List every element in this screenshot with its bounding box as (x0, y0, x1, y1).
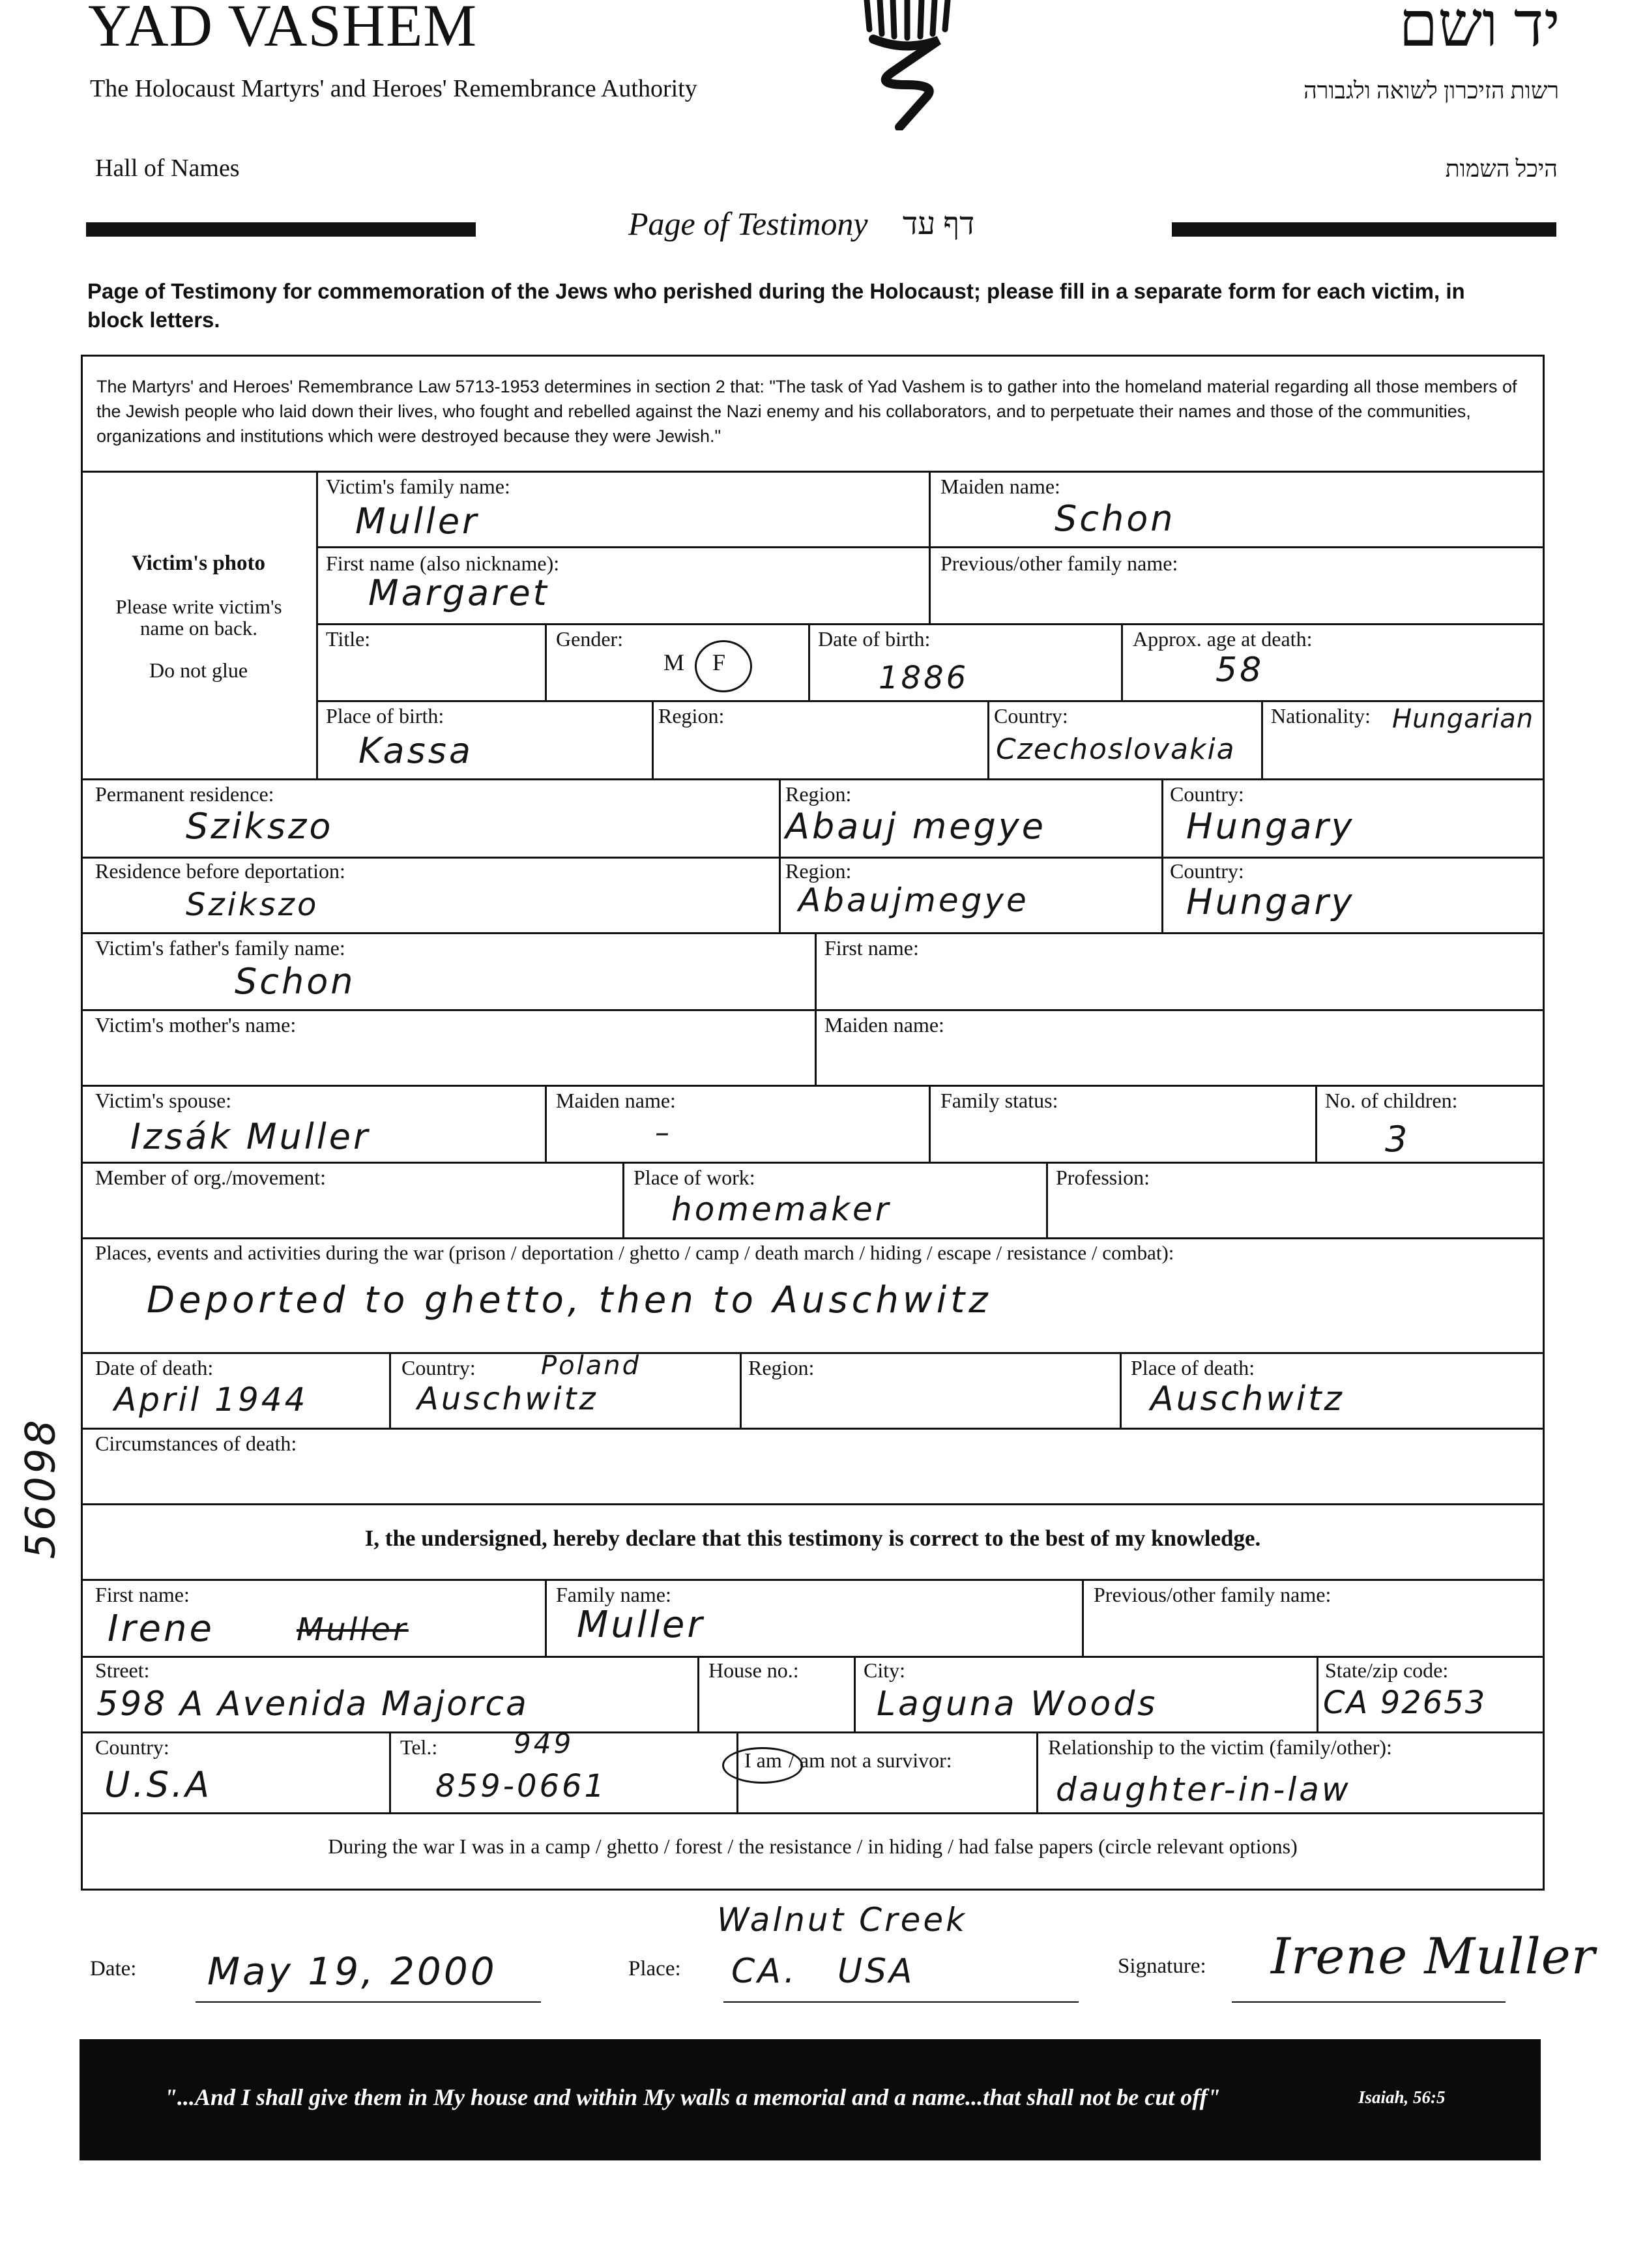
form-title: Page of Testimony (628, 205, 868, 242)
org-name: YAD VASHEM (88, 0, 478, 59)
submitter-family-name-label: Family name: (556, 1583, 671, 1606)
footer-band (80, 2039, 1541, 2160)
street-label: Street: (95, 1658, 150, 1682)
title-rule-left (86, 222, 476, 237)
signature-line (1232, 2001, 1506, 2003)
residence-before-region-label: Region: (785, 859, 852, 883)
place-of-death-value: Auschwitz (1150, 1379, 1345, 1419)
family-status-label: Family status: (940, 1089, 1058, 1112)
nationality-value: Hungarian (1392, 704, 1534, 734)
place-label: Place: (628, 1957, 681, 1981)
date-of-death-value: April 1944 (114, 1381, 308, 1419)
date-label: Date: (90, 1957, 137, 1981)
submitter-family-name-value: Muller (577, 1604, 705, 1646)
permanent-country-value: Hungary (1186, 806, 1355, 847)
submitter-country-label: Country: (95, 1735, 169, 1759)
footer-quote: "...And I shall give them in My house and within My walls a memorial and a name...that shall not be cut off" (164, 2084, 1221, 2110)
tel-area-value: 949 (514, 1728, 574, 1760)
maiden-name-label: Maiden name: (940, 475, 1060, 498)
place-of-birth-label: Place of birth: (326, 704, 444, 728)
hebrew-name: יד ושם (1399, 0, 1560, 59)
residence-before-country-value: Hungary (1186, 881, 1355, 922)
father-family-name-label: Victim's father's family name: (95, 936, 345, 960)
permanent-region-label: Region: (785, 782, 852, 806)
circumstances-label: Circumstances of death: (95, 1432, 297, 1455)
profession-label: Profession: (1056, 1166, 1150, 1189)
children-value: 3 (1385, 1119, 1410, 1160)
survivor-am-label: I am (744, 1748, 782, 1772)
hall-of-names-label: Hall of Names (95, 155, 240, 182)
intro-text: Page of Testimony for commemoration of the Jews who perished during the Holocaust; please fill in a separate form for each victim, in block letters. (87, 279, 1465, 332)
death-country-value: Auschwitz (417, 1381, 598, 1417)
spouse-maiden-label: Maiden name: (556, 1089, 676, 1112)
family-name-value: Muller (355, 501, 480, 542)
birth-country-value: Czechoslovakia (996, 733, 1236, 766)
margin-number: 56098 (16, 1417, 65, 1559)
submitter-first-name-value: Irene (108, 1608, 214, 1650)
tel-value: 859-0661 (435, 1768, 607, 1804)
date-of-birth-value: 1886 (879, 660, 969, 696)
relationship-value: daughter-in-law (1056, 1771, 1351, 1808)
place-line (723, 2001, 1079, 2003)
birth-country-label: Country: (994, 704, 1068, 728)
date-of-birth-label: Date of birth: (818, 627, 931, 651)
gender-label: Gender: (556, 627, 624, 651)
tel-label: Tel.: (400, 1735, 438, 1759)
title-label: Title: (326, 627, 371, 651)
survivor-rest-label: / am not a survivor: (789, 1748, 952, 1772)
declaration-text: I, the undersigned, hereby declare that this testimony is correct to the best of my knowledge. (364, 1525, 1261, 1551)
form-title-hebrew: דף עד (903, 207, 975, 241)
signature-label: Signature: (1118, 1954, 1206, 1978)
death-region-label: Region: (748, 1356, 815, 1379)
date-line (196, 2001, 541, 2003)
spouse-value: Izsák Muller (130, 1116, 371, 1157)
permanent-region-value: Abauj megye (785, 806, 1046, 847)
date-value: May 19, 2000 (207, 1949, 497, 1994)
birth-region-label: Region: (658, 704, 725, 728)
hebrew-subtitle: רשות הזיכרון לשואה ולגבורה (1303, 78, 1559, 104)
place-line2-value: CA. USA (731, 1952, 915, 1991)
age-at-death-label: Approx. age at death: (1133, 627, 1313, 651)
age-at-death-value: 58 (1216, 651, 1264, 690)
children-label: No. of children: (1325, 1089, 1458, 1112)
submitter-country-value: U.S.A (104, 1764, 212, 1805)
footer-citation: Isaiah, 56:5 (1358, 2087, 1446, 2107)
photo-box-title: Victim's photo (131, 552, 266, 575)
war-options-text: During the war I was in a camp / ghetto / forest / the resistance / in hiding / had false papers (circle relevant options) (328, 1834, 1298, 1858)
residence-before-country-label: Country: (1170, 859, 1244, 883)
spouse-maiden-value: – (655, 1116, 672, 1149)
first-name-value: Margaret (368, 572, 549, 613)
date-of-death-label: Date of death: (95, 1356, 214, 1379)
residence-before-label: Residence before deportation: (95, 859, 345, 883)
place-of-birth-value: Kassa (358, 730, 473, 771)
previous-family-name-label: Previous/other family name: (940, 552, 1178, 575)
father-family-name-value: Schon (235, 961, 356, 1002)
street-value: 598 A Avenida Majorca (96, 1685, 529, 1724)
member-org-label: Member of org./movement: (95, 1166, 326, 1189)
maiden-name-value: Schon (1055, 498, 1176, 539)
city-label: City: (864, 1658, 906, 1682)
hall-of-names-hebrew: היכל השמות (1445, 156, 1558, 182)
place-of-work-value: homemaker (671, 1190, 892, 1228)
yad-vashem-logo (847, 0, 971, 130)
father-first-name-label: First name: (824, 936, 919, 960)
family-name-label: Victim's family name: (326, 475, 510, 498)
submitter-first-name-label: First name: (95, 1583, 190, 1606)
spouse-label: Victim's spouse: (95, 1089, 232, 1112)
nationality-label: Nationality: (1271, 704, 1371, 728)
photo-box-note: Do not glue (149, 658, 248, 682)
title-rule-right (1172, 222, 1556, 237)
first-name-label: First name (also nickname): (326, 552, 560, 575)
photo-box-instruction: Please write victim's name on back. (115, 595, 282, 640)
place-of-work-label: Place of work: (633, 1166, 755, 1189)
city-value: Laguna Woods (877, 1685, 1158, 1724)
relationship-label: Relationship to the victim (family/other): (1048, 1735, 1392, 1759)
state-zip-label: State/zip code: (1325, 1658, 1449, 1682)
state-zip-value: CA 92653 (1323, 1685, 1487, 1721)
signature-value: Irene Muller (1271, 1927, 1596, 1985)
house-no-label: House no.: (708, 1658, 799, 1682)
mother-name-label: Victim's mother's name: (95, 1013, 297, 1037)
gender-f: F (712, 649, 726, 675)
death-country-label: Country: (401, 1356, 476, 1379)
place-of-death-label: Place of death: (1131, 1356, 1255, 1379)
law-text: The Martyrs' and Heroes' Remembrance Law 5713-1953 determines in section 2 that: "The task of Yad Vashem is to gather into the homeland material regarding all those members of the Jewish people who laid down their lives, who fought and rebelled against the Nazi enemy and his collaborators, and to perpetuate their names and those of the communities, organizations and institutions which were destroyed because they were Jewish." (96, 377, 1517, 446)
submitter-previous-label: Previous/other family name: (1094, 1583, 1332, 1606)
org-subtitle: The Holocaust Martyrs' and Heroes' Remembrance Authority (90, 75, 697, 102)
war-places-value: Deported to ghetto, then to Auschwitz (147, 1279, 992, 1321)
place-line1-value: Walnut Creek (717, 1901, 968, 1939)
war-places-label: Places, events and activities during the war (prison / deportation / ghetto / camp / death march / hiding / escape / resistance / combat): (95, 1241, 1174, 1264)
residence-before-value: Szikszo (186, 887, 319, 923)
permanent-country-label: Country: (1170, 782, 1244, 806)
residence-before-region-value: Abaujmegye (798, 881, 1029, 919)
permanent-residence-label: Permanent residence: (95, 782, 274, 806)
permanent-residence-value: Szikszo (186, 806, 334, 847)
submitter-first-name-struck: Muller (297, 1612, 409, 1648)
mother-maiden-name-label: Maiden name: (824, 1013, 944, 1037)
gender-m: M (663, 649, 685, 675)
death-country-note: Poland (541, 1351, 641, 1381)
